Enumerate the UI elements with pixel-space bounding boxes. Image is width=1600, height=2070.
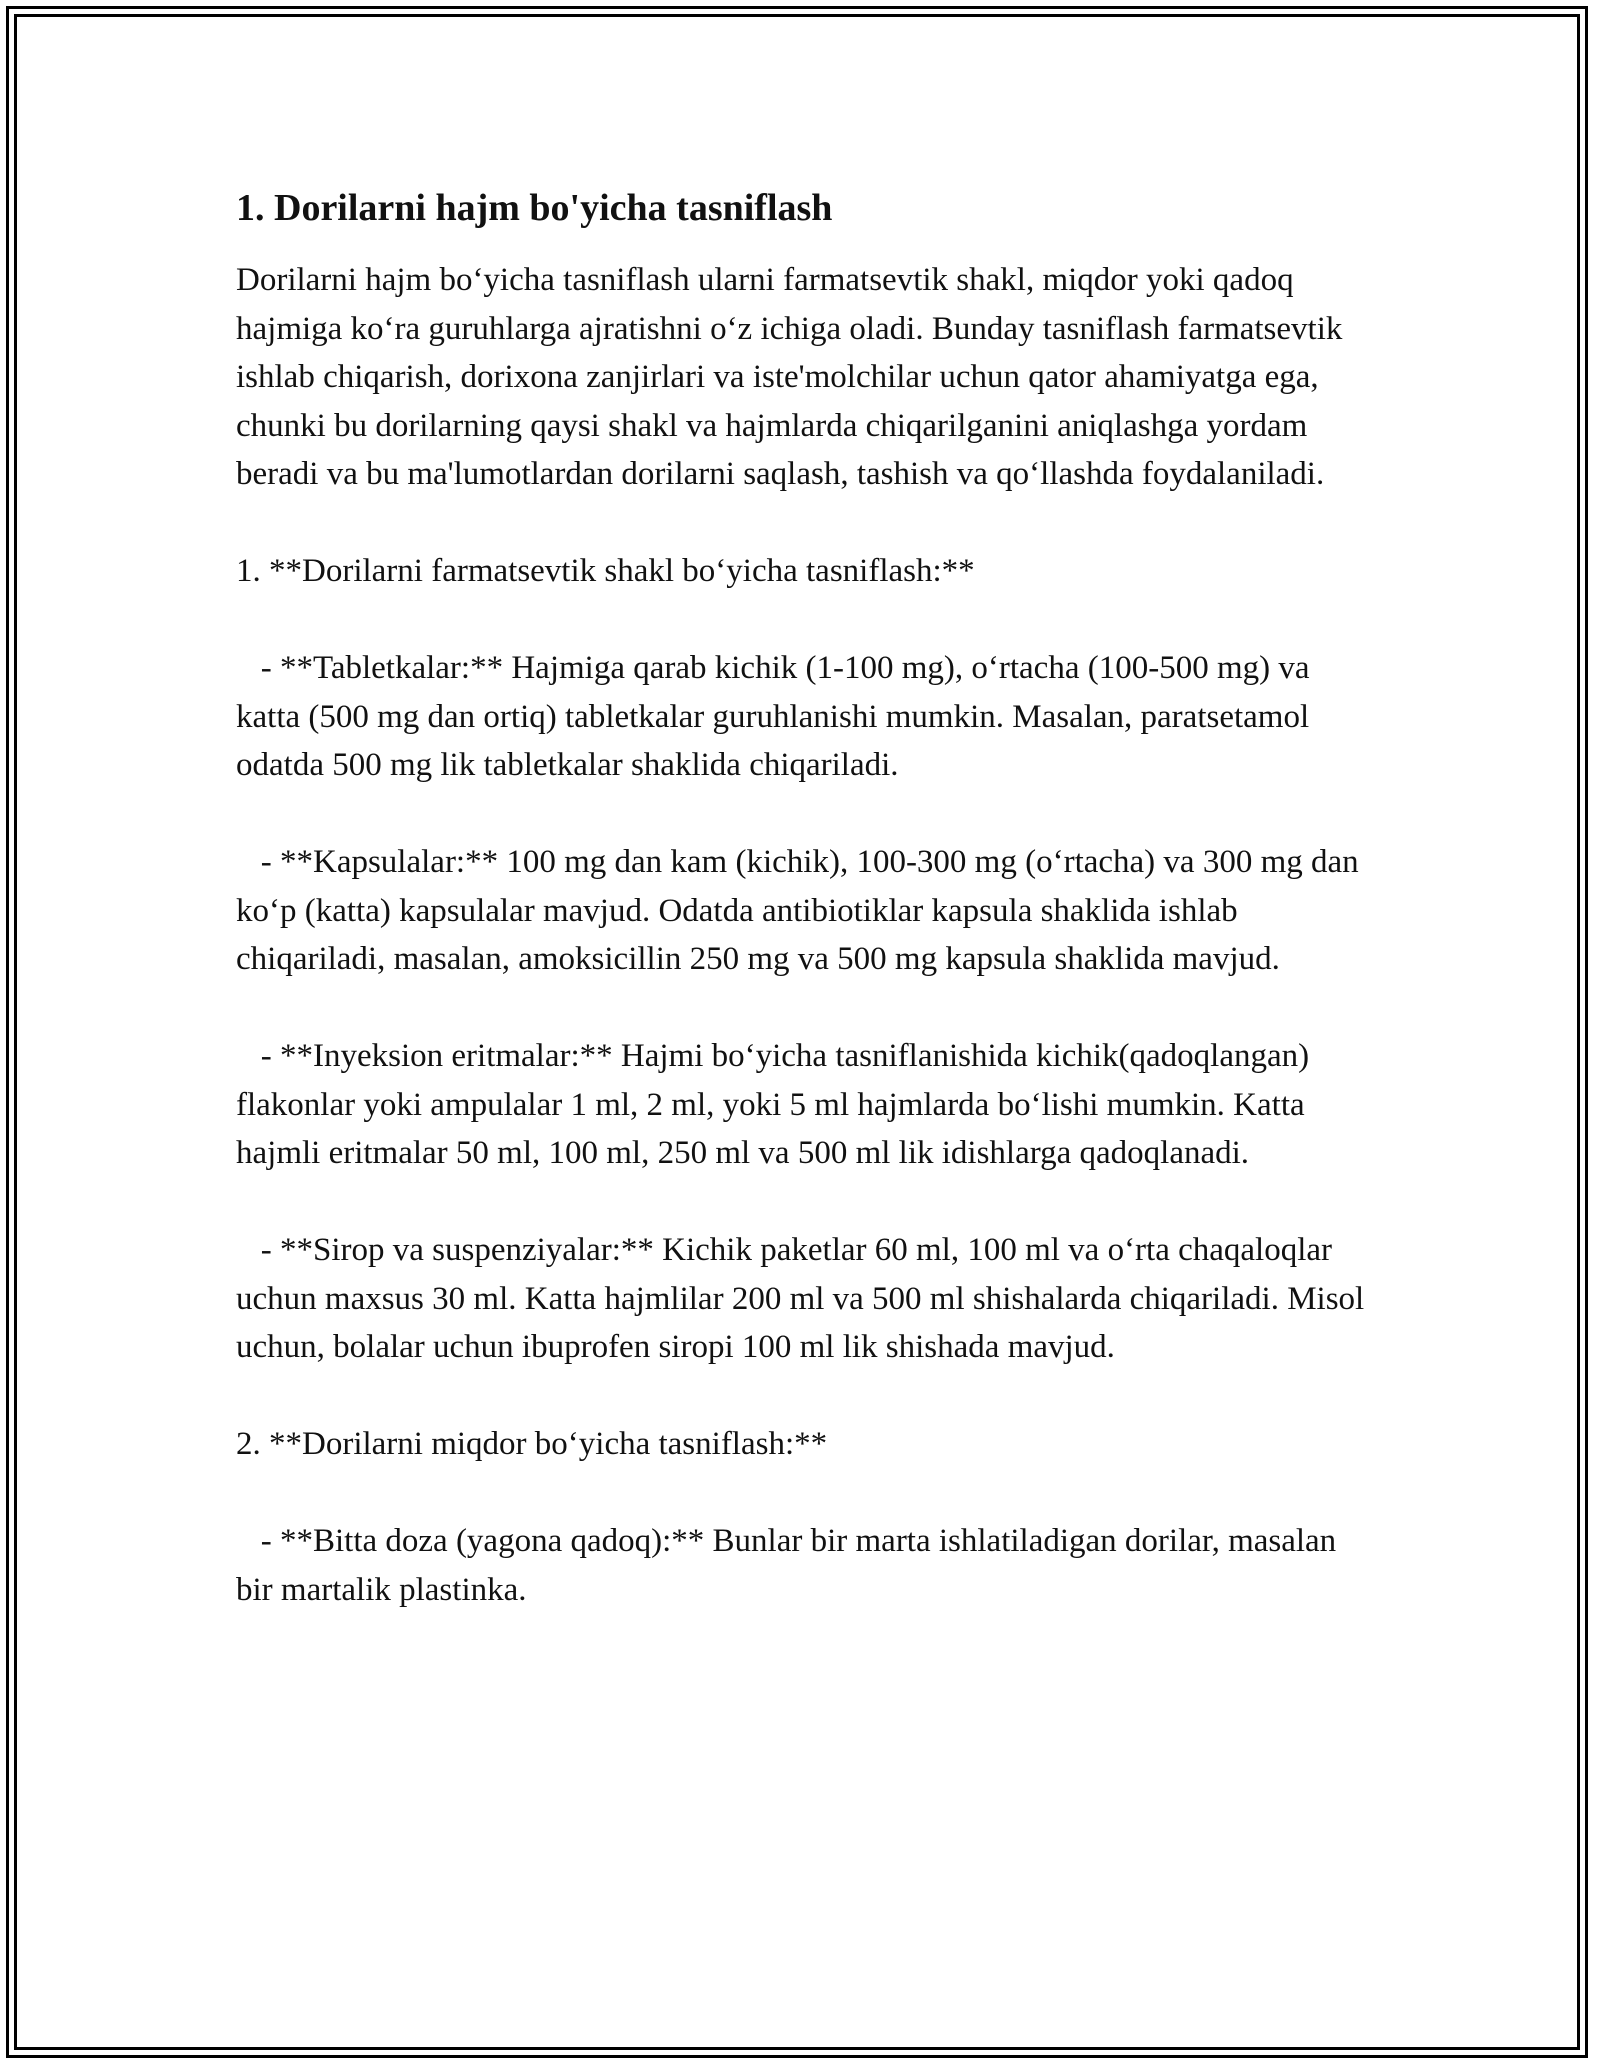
list-item-tablets: - **Tabletkalar:** Hajmiga qarab kichik (1-100 mg), o‘rtacha (100-500 mg) va katta (500 mg dan ortiq) tabletkalar guruhlanishi mumkin. Masalan, paratsetamol odatda 500 mg lik tabletkalar shaklida chiqariladi. [236,650,1318,783]
spacer [236,790,1376,839]
spacer [236,984,1376,1033]
spacer [236,1372,1376,1421]
list-item-syrups: - **Sirop va suspenziyalar:** Kichik paketlar 60 ml, 100 ml va o‘rta chaqaloqlar uchun maxsus 30 ml. Katta hajmlilar 200 ml va 500 ml shishalarda chiqariladi. Misol uchun, bolalar uchun ibuprofen siropi 100 ml lik shishada mavjud. [236,1232,1373,1365]
list-item-capsules: - **Kapsulalar:** 100 mg dan kam (kichik), 100-300 mg (o‘rtacha) va 300 mg dan ko‘p (katta) kapsulalar mavjud. Odatda antibiotiklar kapsula shaklida ishlab chiqariladi, masalan, amoksicillin 250 mg va 500 mg kapsula shaklida mavjud. [236,844,1367,977]
spacer [236,1469,1376,1518]
spacer [236,596,1376,645]
spacer [236,1178,1376,1227]
document-body [236,184,1376,1614]
list-item-single-dose: - **Bitta doza (yagona qadoq):** Bunlar bir marta ishlatiladigan dorilar, masalan bir martalik plastinka. [236,1523,1345,1608]
section-2-title: 2. **Dorilarni miqdor bo‘yicha tasniflash:** [236,1426,828,1462]
intro-paragraph: Dorilarni hajm bo‘yicha tasniflash ularni farmatsevtik shakl, miqdor yoki qadoq hajmiga ko‘ra guruhlarga ajratishni o‘z ichiga oladi. Bunday tasniflash farmatsevtik ishlab chiqarish, dorixona zanjirlari va iste'molchilar uchun qator ahamiyatga ega, chunki bu dorilarning qaysi shakl va hajmlarda chiqarilganini aniqlashga yordam beradi va bu ma'lumotlardan dorilarni saqlash, tashish va qo‘llashda foydalaniladi. [236,262,1351,492]
list-item-injections: - **Inyeksion eritmalar:** Hajmi bo‘yicha tasniflanishida kichik(qadoqlangan) flakonlar yoki ampulalar 1 ml, 2 ml, yoki 5 ml hajmlarda bo‘lishi mumkin. Katta hajmli eritmalar 50 ml, 100 ml, 250 ml va 500 ml lik idishlarga qadoqlanadi. [236,1038,1318,1171]
document-heading: 1. Dorilarni hajm bo'yicha tasniflash [236,187,833,229]
spacer [236,499,1376,548]
section-1-title: 1. **Dorilarni farmatsevtik shakl bo‘yicha tasniflash:** [236,553,975,589]
